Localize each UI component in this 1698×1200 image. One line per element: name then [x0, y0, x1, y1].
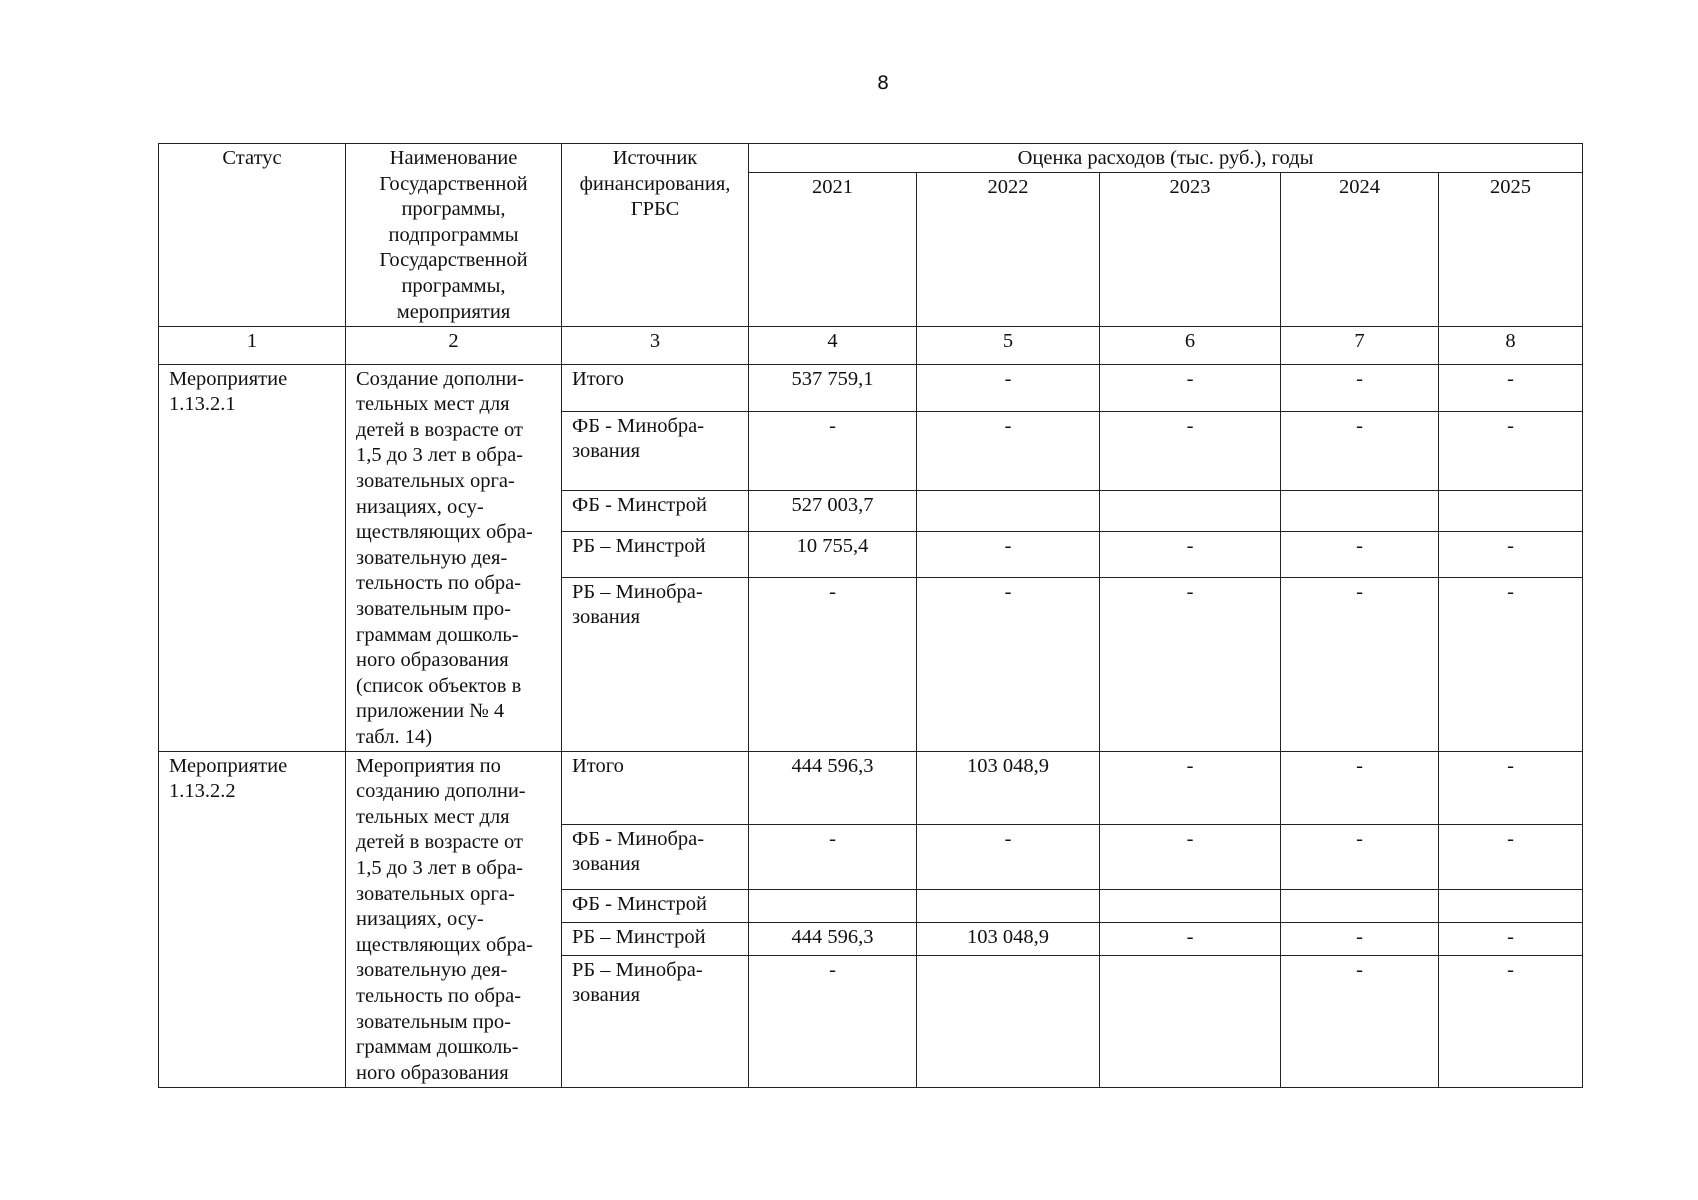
- row-value: [1100, 490, 1281, 531]
- row-source: РБ – Минстрой: [562, 531, 749, 577]
- column-number: 3: [562, 326, 749, 364]
- row-value: -: [1439, 411, 1583, 490]
- row-value: -: [917, 531, 1100, 577]
- table-row: [159, 364, 1583, 411]
- row-value: 527 003,7: [749, 490, 917, 531]
- row-value: -: [917, 411, 1100, 490]
- row-value: -: [749, 411, 917, 490]
- row-value: -: [1439, 531, 1583, 577]
- row-value: -: [749, 955, 917, 1087]
- row-value: 10 755,4: [749, 531, 917, 577]
- column-number: 1: [159, 326, 346, 364]
- row-value: 537 759,1: [749, 364, 917, 411]
- row-value: -: [749, 824, 917, 889]
- row-value: -: [1100, 824, 1281, 889]
- row-value: -: [1281, 364, 1439, 411]
- row-value: -: [1281, 824, 1439, 889]
- header-row-top: [159, 144, 1583, 173]
- column-number: 5: [917, 326, 1100, 364]
- row-value: -: [1281, 751, 1439, 824]
- column-number: 8: [1439, 326, 1583, 364]
- column-number-row: [159, 326, 1583, 364]
- header-estimate: Оценка расходов (тыс. руб.), годы: [749, 144, 1583, 173]
- row-value: -: [1281, 922, 1439, 955]
- row-value: -: [917, 577, 1100, 751]
- row-value: [749, 889, 917, 922]
- row-name: Создание дополни-тельных мест для детей в возрасте от 1,5 до 3 лет в обра-зовательных орга-низациях, осу-ществляющих обра-зовательную дея-тельность по обра-зовательным про-граммам дошколь-ного образования (список объектов в приложении № 4 табл. 14): [346, 364, 562, 751]
- row-value: 103 048,9: [917, 751, 1100, 824]
- row-value: -: [1439, 955, 1583, 1087]
- row-value: -: [1100, 751, 1281, 824]
- row-value: -: [1439, 364, 1583, 411]
- row-value: [917, 490, 1100, 531]
- table-row: [159, 751, 1583, 824]
- row-source: ФБ - Минобра-зования: [562, 411, 749, 490]
- row-source: Итого: [562, 364, 749, 411]
- row-source: ФБ - Минобра-зования: [562, 824, 749, 889]
- column-number: 2: [346, 326, 562, 364]
- row-value: -: [1439, 577, 1583, 751]
- row-status: Мероприятие 1.13.2.1: [159, 364, 346, 751]
- header-year: 2022: [917, 172, 1100, 326]
- row-value: -: [749, 577, 917, 751]
- row-value: -: [1100, 411, 1281, 490]
- row-value: [1281, 889, 1439, 922]
- row-source: РБ – Минобра-зования: [562, 577, 749, 751]
- row-value: [1439, 889, 1583, 922]
- row-value: [917, 889, 1100, 922]
- row-value: 103 048,9: [917, 922, 1100, 955]
- row-value: [1281, 490, 1439, 531]
- row-status: Мероприятие 1.13.2.2: [159, 751, 346, 1087]
- row-source: Итого: [562, 751, 749, 824]
- row-value: -: [1439, 922, 1583, 955]
- column-number: 4: [749, 326, 917, 364]
- row-value: -: [1100, 922, 1281, 955]
- row-value: -: [917, 364, 1100, 411]
- page-number: 8: [876, 72, 890, 94]
- row-value: -: [1100, 577, 1281, 751]
- row-value: [1439, 490, 1583, 531]
- header-year: 2023: [1100, 172, 1281, 326]
- row-value: -: [1100, 531, 1281, 577]
- row-value: [917, 955, 1100, 1087]
- row-value: -: [917, 824, 1100, 889]
- row-value: -: [1281, 955, 1439, 1087]
- row-value: 444 596,3: [749, 751, 917, 824]
- header-source: Источник финансирования, ГРБС: [562, 144, 749, 327]
- row-source: ФБ - Минстрой: [562, 889, 749, 922]
- header-name: Наименование Государственной программы, подпрограммы Государственной программы, мероприятия: [346, 144, 562, 327]
- row-value: 444 596,3: [749, 922, 917, 955]
- column-number: 7: [1281, 326, 1439, 364]
- header-year: 2021: [749, 172, 917, 326]
- row-value: -: [1281, 577, 1439, 751]
- row-source: РБ – Минобра-зования: [562, 955, 749, 1087]
- budget-table: [158, 143, 1583, 1088]
- header-year: 2025: [1439, 172, 1583, 326]
- row-value: -: [1439, 751, 1583, 824]
- row-value: -: [1100, 364, 1281, 411]
- row-source: РБ – Минстрой: [562, 922, 749, 955]
- row-value: [1100, 889, 1281, 922]
- row-source: ФБ - Минстрой: [562, 490, 749, 531]
- row-name: Мероприятия по созданию дополни-тельных мест для детей в возрасте от 1,5 до 3 лет в обра-зовательных орга-низациях, осу-ществляющих обра-зовательную дея-тельность по обра-зовательным про-граммам дошколь-ного образования: [346, 751, 562, 1087]
- column-number: 6: [1100, 326, 1281, 364]
- row-value: [1100, 955, 1281, 1087]
- row-value: -: [1281, 411, 1439, 490]
- header-year: 2024: [1281, 172, 1439, 326]
- row-value: -: [1281, 531, 1439, 577]
- header-status: Статус: [159, 144, 346, 327]
- row-value: -: [1439, 824, 1583, 889]
